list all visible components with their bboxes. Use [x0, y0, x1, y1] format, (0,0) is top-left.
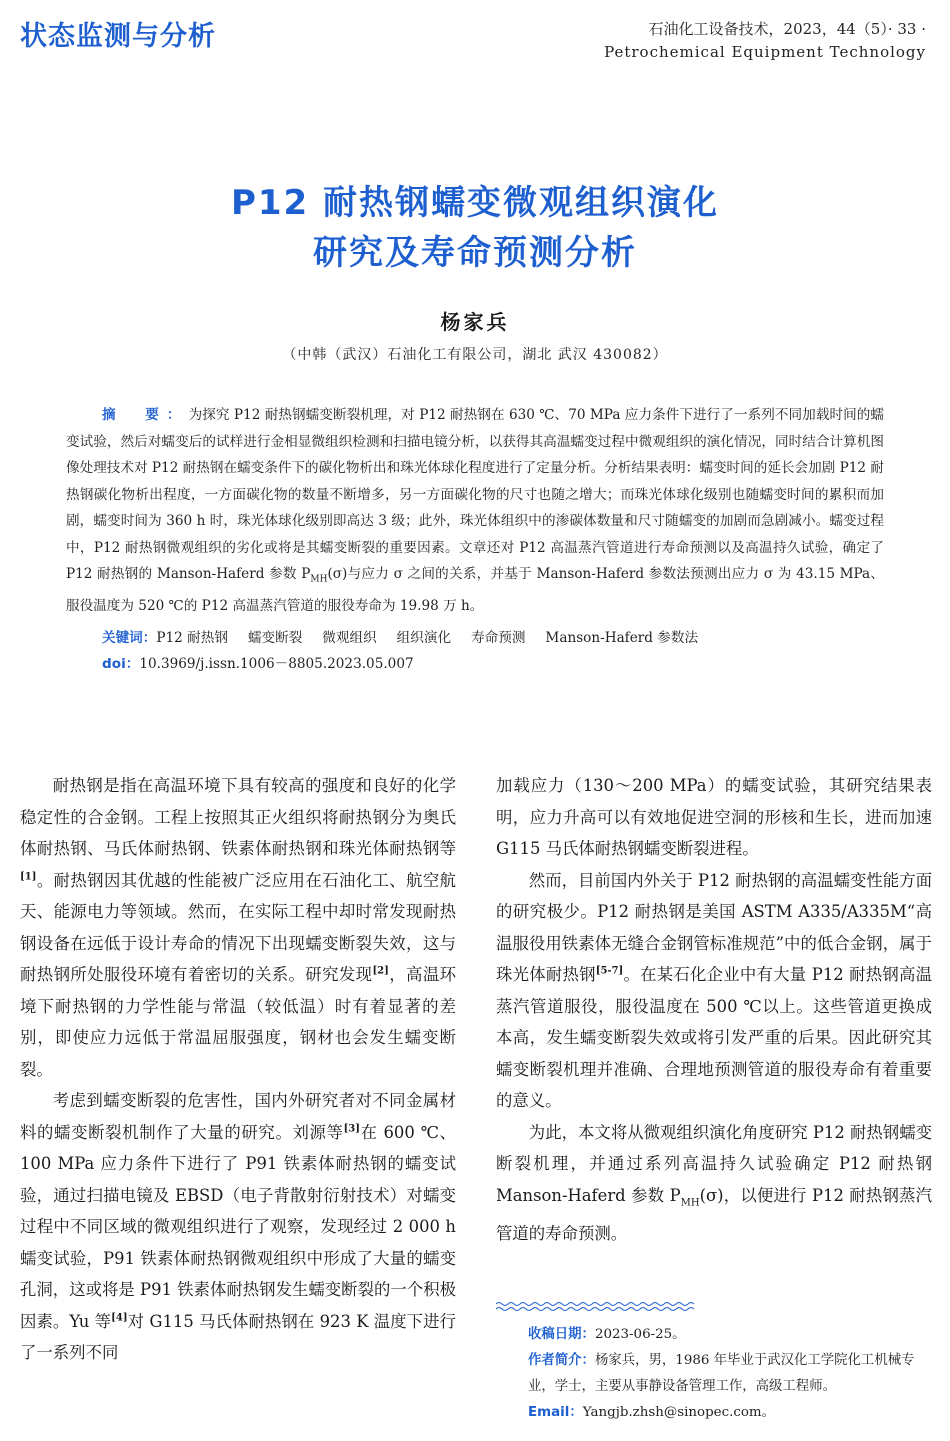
title-line-2: 研究及寿命预测分析 — [313, 233, 637, 273]
journal-name-en: Petrochemical Equipment Technology — [604, 43, 926, 61]
paragraph: 然而，目前国内外关于 P12 耐热钢的高温蠕变性能方面的研究极少。P12 耐热钢是美国 ASTM A335/A335M“高温服役用铁素体无缝合金钢管标准规范”中的低合金钢，属于珠光体耐热钢[5-7]。在某石化企业中有大量 P12 耐热钢高温蒸汽管道服役，服役温度在 500 ℃以上。这些管道更换成本高，发生蠕变断裂失效或将引发严重的后果。因此研究其蠕变断裂机理并准确、合理地预测管道的服役寿命有着重要的意义。 — [496, 870, 932, 1110]
citation-ref[interactable]: [2] — [372, 965, 389, 977]
author-bio-label: 作者简介： — [528, 1353, 595, 1368]
author-bio: 作者简介：杨家兵，男，1986 年毕业于武汉化工学院化工机械专业，学士，主要从事静设备管理工作，高级工程师。 — [528, 1353, 915, 1394]
running-head — [604, 18, 926, 64]
author-email — [496, 1400, 932, 1426]
email-value[interactable]: Yangjb.zhsh@sinopec.com。 — [582, 1405, 775, 1420]
doi-line — [102, 651, 884, 678]
paragraph: 加载应力（130～200 MPa）的蠕变试验，其研究结果表明，应力升高可以有效地促进空洞的形核和生长，进而加速 G115 马氏体耐热钢蠕变断裂进程。 — [496, 776, 932, 858]
keywords-line — [102, 625, 884, 652]
abstract-block — [66, 402, 884, 678]
footnote-divider — [496, 1300, 696, 1312]
paragraph: 考虑到蠕变断裂的危害性，国内外研究者对不同金属材料的蠕变断裂机制作了大量的研究。刘源等[3]在 600 ℃、100 MPa 应力条件下进行了 P91 铁素体耐热钢的蠕变试验，通过扫描电镜及 EBSD（电子背散射衍射技术）对蠕变过程中不同区域的微观组织进行了观察，发现经过 2 000 h 蠕变试验，P91 铁素体耐热钢微观组织中形成了大量的蠕变孔洞，这或将是 P91 铁素体耐热钢发生蠕变断裂的一个积极因素。Yu 等[4]对 G115 马氏体耐热钢在 923 K 温度下进行了一系列不同 — [20, 1091, 456, 1362]
journal-citation: 石油化工设备技术，2023，44（5）· 33 · — [648, 20, 926, 38]
keyword: 组织演化 — [396, 629, 452, 646]
keyword: 微观组织 — [322, 629, 377, 646]
citation-ref[interactable]: [4] — [111, 1312, 128, 1324]
keyword: Manson-Haferd 参数法 — [545, 629, 699, 646]
abstract-body-2: (σ)与应力 σ 之间的关系，并基于 Manson-Haferd 参数法预测出应力 σ 为 43.15 MPa、服役温度为 520 ℃的 P12 高温蒸汽管道的服役寿命为 19.98 万 h。 — [66, 566, 884, 615]
received-date: 收稿日期：2023-06-25。 — [528, 1327, 686, 1342]
doi-value[interactable]: 10.3969/j.issn.1006－8805.2023.05.007 — [139, 656, 414, 673]
keyword: 蠕变断裂 — [247, 629, 303, 646]
received-label: 收稿日期： — [528, 1327, 595, 1342]
abstract-label: 摘 要： — [102, 407, 189, 423]
section-tag: 状态监测与分析 — [20, 21, 216, 52]
citation-ref[interactable]: [5-7] — [595, 965, 624, 977]
body-left-column — [20, 770, 456, 1369]
body-right-column — [496, 770, 932, 1250]
email-label: Email： — [528, 1405, 583, 1420]
citation-ref[interactable]: [1] — [20, 871, 37, 883]
abstract-text — [66, 402, 884, 620]
abstract-body-1: 为探究 P12 耐热钢蠕变断裂机理，对 P12 耐热钢在 630 ℃、70 MPa 应力条件下进行了一系列不同加载时间的蠕变试验，然后对蠕变后的试样进行金相显微组织检测和扫描电镜分析，以获得其高温蠕变过程中微观组织的演化情况，同时结合计算机图像处理技术对 P12 耐热钢在蠕变条件下的碳化物析出和珠光体球化程度进行了定量分析。分析结果表明：蠕变时间的延长会加剧 P12 耐热钢碳化物析出程度，一方面碳化物的数量不断增多，另一方面碳化物的尺寸也随之增大；而珠光体球化级别也随蠕变时间的累积而加剧，蠕变时间为 360 h 时，珠光体球化级别即高达 3 级；此外，珠光体组织中的渗碳体数量和尺寸随蠕变的加剧而急剧减小。蠕变过程中，P12 耐热钢微观组织的劣化或将是其蠕变断裂的重要因素。文章还对 P12 高温蒸汽管道进行寿命预测以及高温持久试验，确定了 P12 耐热钢的 Manson-Haferd 参数 P — [66, 407, 885, 582]
paragraph: 为此，本文将从微观组织演化角度研究 P12 耐热钢蠕变断裂机理，并通过系列高温持久试验确定 P12 耐热钢 Manson-Haferd 参数 $P_{MH}(\sigma)$，以便进行 P12 耐热钢蒸汽管道的寿命预测。 — [496, 1122, 932, 1244]
keywords-label: 关键词： — [102, 629, 157, 646]
article-title — [0, 178, 950, 278]
doi-label: doi： — [102, 656, 140, 673]
keyword: 寿命预测 — [471, 629, 526, 646]
paragraph: 耐热钢是指在高温环境下具有较高的强度和良好的化学稳定性的合金钢。工程上按照其正火组织将耐热钢分为奥氏体耐热钢、马氏体耐热钢、铁素体耐热钢和珠光体耐热钢等[1]。耐热钢因其优越的性能被广泛应用在石油化工、航空航天、能源电力等领域。然而，在实际工程中却时常发现耐热钢设备在远低于设计寿命的情况下出现蠕变断裂失效，这与耐热钢所处服役环境有着密切的关系。研究发现[2]，高温环境下耐热钢的力学性能与常温（较低温）时有着显著的差别，即使应力远低于常温屈服强度，钢材也会发生蠕变断裂。 — [20, 776, 457, 1079]
footnote — [496, 1322, 932, 1426]
keyword: P12 耐热钢 — [156, 629, 228, 646]
affiliation: （中韩（武汉）石油化工有限公司，湖北 武汉 430082） — [282, 347, 668, 363]
author-name: 杨家兵 — [440, 310, 510, 334]
abstract-param-sub: MH — [310, 574, 328, 585]
citation-ref[interactable]: [3] — [343, 1123, 360, 1135]
param-subscript: MH — [680, 1196, 700, 1208]
title-line-1: P12 耐热钢蠕变微观组织演化 — [230, 183, 720, 223]
